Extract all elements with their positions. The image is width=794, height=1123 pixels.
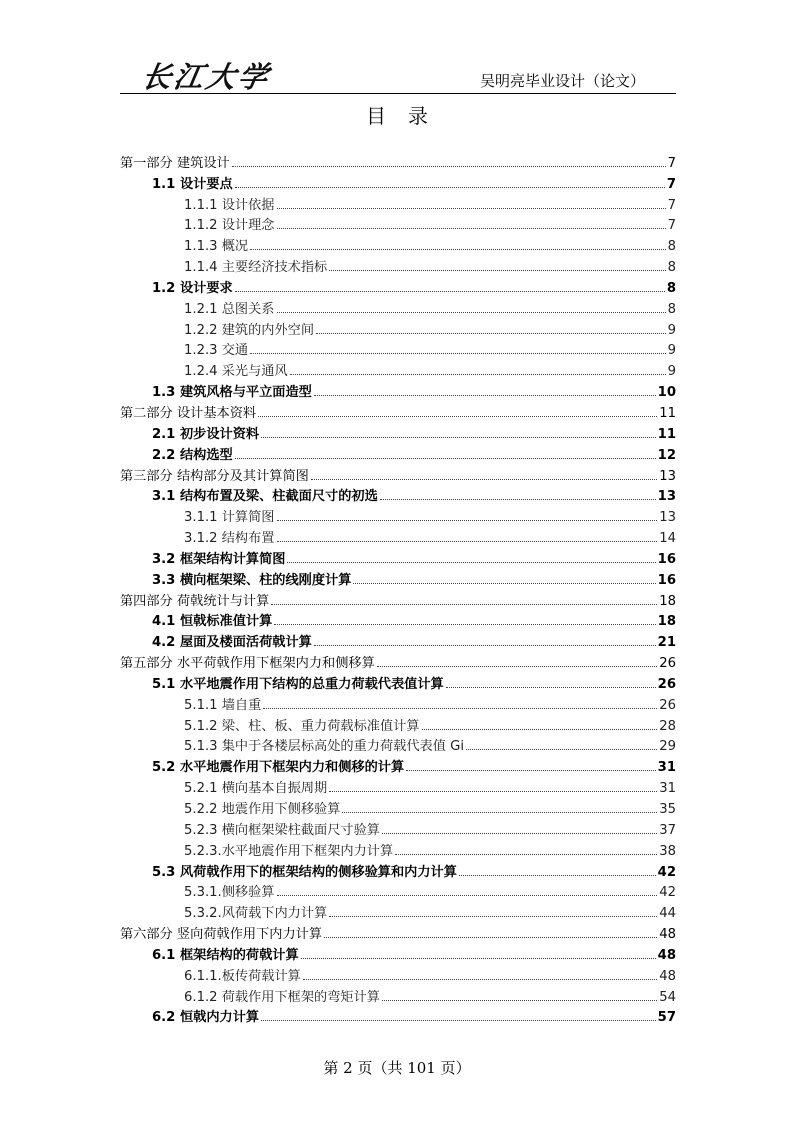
toc-entry-page-number: 16 bbox=[657, 572, 676, 588]
toc-entry[interactable] bbox=[120, 609, 676, 630]
toc-entry[interactable] bbox=[120, 921, 676, 942]
toc-dot-leader bbox=[232, 166, 666, 167]
toc-dot-leader bbox=[329, 270, 665, 271]
toc-dot-leader bbox=[277, 312, 666, 313]
toc-entry-page-number: 31 bbox=[657, 760, 676, 776]
header-title: 吴明亮毕业设计（论文） bbox=[480, 72, 646, 90]
toc-dot-leader bbox=[263, 708, 657, 709]
toc-dot-leader bbox=[314, 395, 656, 396]
toc-dot-leader bbox=[277, 520, 658, 521]
toc-entry-page-number: 7 bbox=[667, 197, 676, 213]
toc-entry[interactable] bbox=[120, 775, 676, 796]
toc-entry-title: 6.1 框架结构的荷戟计算 bbox=[152, 947, 299, 963]
toc-dot-leader bbox=[329, 916, 657, 917]
toc-entry-title: 5.2.1 横向基本自振周期 bbox=[184, 781, 328, 797]
toc-entry-page-number: 26 bbox=[657, 676, 676, 692]
toc-entry-page-number: 10 bbox=[657, 385, 676, 401]
toc-entry[interactable] bbox=[120, 484, 676, 505]
toc-entry-page-number: 11 bbox=[659, 405, 676, 421]
toc-entry-page-number: 21 bbox=[657, 635, 676, 651]
toc-entry-page-number: 57 bbox=[657, 1010, 676, 1026]
toc-dot-leader bbox=[422, 729, 658, 730]
toc-entry-page-number: 38 bbox=[659, 843, 676, 859]
toc-entry[interactable] bbox=[120, 504, 676, 525]
toc-entry[interactable] bbox=[120, 713, 676, 734]
toc-entry[interactable] bbox=[120, 650, 676, 671]
toc-dot-leader bbox=[277, 541, 658, 542]
toc-entry[interactable] bbox=[120, 233, 676, 254]
toc-entry-title: 5.3.1.侧移验算 bbox=[184, 885, 275, 901]
toc-entry-title: 第二部分 设计基本资料 bbox=[120, 405, 257, 421]
toc-entry-title: 5.3 风荷戟作用下的框架结构的侧移验算和内力计算 bbox=[152, 864, 457, 880]
toc-entry-page-number: 8 bbox=[666, 280, 676, 296]
toc-entry-title: 第四部分 荷戟统计与计算 bbox=[120, 593, 270, 609]
toc-entry-title: 4.1 恒戟标准值计算 bbox=[152, 614, 273, 630]
toc-entry-page-number: 8 bbox=[667, 301, 676, 317]
toc-entry-title: 5.2.3 横向框架梁柱截面尺寸验算 bbox=[184, 822, 380, 838]
toc-entry-page-number: 8 bbox=[667, 239, 676, 255]
toc-dot-leader bbox=[277, 208, 666, 209]
toc-dot-leader bbox=[301, 958, 656, 959]
toc-entry-title: 5.2.2 地震作用下侧移验算 bbox=[184, 802, 341, 817]
toc-dot-leader bbox=[316, 333, 666, 334]
toc-entry[interactable] bbox=[120, 525, 676, 546]
toc-entry-page-number: 16 bbox=[657, 551, 676, 567]
toc-entry[interactable] bbox=[120, 317, 676, 338]
toc-entry-title: 1.1.3 概况 bbox=[184, 239, 249, 255]
toc-entry-page-number: 7 bbox=[667, 218, 676, 234]
toc-dot-leader bbox=[377, 666, 657, 667]
toc-entry-page-number: 37 bbox=[659, 822, 676, 838]
toc-entry-page-number: 11 bbox=[657, 426, 676, 442]
toc-entry[interactable] bbox=[120, 546, 676, 567]
toc-dot-leader bbox=[324, 937, 657, 938]
toc-entry[interactable] bbox=[120, 588, 676, 609]
toc-dot-leader bbox=[314, 645, 656, 646]
toc-entry-title: 3.3 横向框架梁、柱的线刚度计算 bbox=[152, 572, 352, 588]
toc-entry-title: 6.2 恒戟内力计算 bbox=[152, 1010, 260, 1026]
toc-entry[interactable] bbox=[120, 796, 676, 817]
toc-dot-leader bbox=[329, 791, 657, 792]
toc-entry-title: 3.1.2 结构布置 bbox=[184, 531, 275, 547]
toc-dot-leader bbox=[271, 604, 657, 605]
toc-entry-page-number: 42 bbox=[657, 864, 676, 880]
toc-entry[interactable] bbox=[120, 629, 676, 650]
toc-entry-page-number: 9 bbox=[667, 364, 676, 380]
toc-entry[interactable] bbox=[120, 859, 676, 880]
toc-entry[interactable] bbox=[120, 754, 676, 775]
university-logo: 长江大学 bbox=[139, 60, 274, 94]
toc-entry[interactable] bbox=[120, 734, 676, 755]
toc-dot-leader bbox=[250, 249, 665, 250]
toc-entry-title: 5.2.3.水平地震作用下框架内力计算 bbox=[184, 843, 394, 859]
toc-entry[interactable] bbox=[120, 942, 676, 963]
toc-dot-leader bbox=[235, 187, 665, 188]
toc-entry-page-number: 31 bbox=[659, 781, 676, 797]
toc-entry[interactable] bbox=[120, 442, 676, 463]
toc-dot-leader bbox=[235, 458, 656, 459]
toc-dot-leader bbox=[261, 1020, 656, 1021]
toc-entry[interactable] bbox=[120, 254, 676, 275]
toc-entry[interactable] bbox=[120, 880, 676, 901]
toc-entry-title: 5.1.2 梁、柱、板、重力荷载标准值计算 bbox=[184, 718, 420, 734]
toc-entry-title: 1.2.2 建筑的内外空间 bbox=[184, 322, 315, 338]
toc-entry-title: 2.2 结构选型 bbox=[152, 447, 233, 463]
toc-entry-title: 5.1.3 集中于各楼层标高处的重力荷载代表值 Gi bbox=[184, 739, 465, 755]
toc-entry-page-number: 7 bbox=[667, 155, 676, 171]
toc-dot-leader bbox=[290, 374, 666, 375]
table-of-contents bbox=[120, 150, 676, 1025]
toc-dot-leader bbox=[277, 895, 658, 896]
toc-entry-page-number: 9 bbox=[667, 322, 676, 338]
toc-entry-page-number: 48 bbox=[659, 968, 676, 984]
toc-entry-page-number: 13 bbox=[659, 468, 676, 484]
toc-entry-title: 第三部分 结构部分及其计算简图 bbox=[120, 468, 309, 484]
toc-dot-leader bbox=[258, 416, 657, 417]
toc-entry-title: 1.3 建筑风格与平立面造型 bbox=[152, 385, 312, 401]
toc-entry-title: 第六部分 竖向荷戟作用下内力计算 bbox=[120, 927, 323, 943]
toc-entry[interactable] bbox=[120, 463, 676, 484]
toc-dot-leader bbox=[459, 875, 656, 876]
toc-entry-title: 1.1 设计要点 bbox=[152, 176, 233, 192]
toc-entry-page-number: 14 bbox=[659, 531, 676, 547]
toc-dot-leader bbox=[250, 353, 665, 354]
toc-entry[interactable] bbox=[120, 338, 676, 359]
toc-entry-page-number: 12 bbox=[657, 447, 676, 463]
toc-dot-leader bbox=[303, 979, 657, 980]
toc-entry-page-number: 42 bbox=[659, 885, 676, 901]
toc-entry[interactable] bbox=[120, 671, 676, 692]
toc-entry-title: 1.2.4 采光与通风 bbox=[184, 364, 288, 380]
toc-entry-page-number: 44 bbox=[659, 906, 676, 922]
toc-entry-title: 3.1 结构布置及梁、柱截面尺寸的初选 bbox=[152, 489, 378, 505]
toc-dot-leader bbox=[382, 833, 657, 834]
toc-entry-title: 4.2 屋面及楼面活荷戟计算 bbox=[152, 635, 312, 651]
toc-entry-title: 1.2.3 交通 bbox=[184, 343, 249, 359]
toc-entry-title: 1.2 设计要求 bbox=[152, 280, 233, 296]
toc-entry[interactable] bbox=[120, 567, 676, 588]
toc-entry-title: 第五部分 水平荷戟作用下框架内力和侧移算 bbox=[120, 656, 375, 672]
toc-entry-title: 5.1 水平地震作用下结构的总重力荷载代表值计算 bbox=[152, 676, 444, 692]
toc-entry-title: 1.1.1 设计依据 bbox=[184, 197, 275, 213]
toc-dot-leader bbox=[311, 479, 657, 480]
toc-entry-title: 5.1.1 墙自重 bbox=[184, 697, 262, 713]
toc-dot-leader bbox=[342, 812, 657, 813]
toc-entry-title: 1.1.2 设计理念 bbox=[184, 218, 275, 234]
toc-entry[interactable] bbox=[120, 984, 676, 1005]
toc-entry-page-number: 13 bbox=[659, 510, 676, 526]
toc-entry-title: 3.1.1 计算简图 bbox=[184, 510, 275, 526]
toc-entry[interactable] bbox=[120, 150, 676, 171]
toc-entry-page-number: 28 bbox=[659, 718, 676, 734]
toc-entry-page-number: 9 bbox=[667, 343, 676, 359]
toc-entry-page-number: 7 bbox=[666, 176, 676, 192]
toc-dot-leader bbox=[274, 624, 655, 625]
toc-entry-page-number: 35 bbox=[659, 802, 676, 817]
toc-entry[interactable] bbox=[120, 400, 676, 421]
toc-dot-leader bbox=[382, 1000, 657, 1001]
toc-dot-leader bbox=[406, 770, 656, 771]
toc-entry[interactable] bbox=[120, 900, 676, 921]
toc-entry[interactable] bbox=[120, 838, 676, 859]
toc-dot-leader bbox=[466, 749, 657, 750]
toc-entry-page-number: 48 bbox=[659, 927, 676, 943]
toc-dot-leader bbox=[395, 854, 657, 855]
toc-entry-title: 6.1.2 荷载作用下框架的弯矩计算 bbox=[184, 989, 380, 1005]
toc-entry[interactable] bbox=[120, 213, 676, 234]
toc-entry[interactable] bbox=[120, 421, 676, 442]
toc-entry-title: 5.2 水平地震作用下框架内力和侧移的计算 bbox=[152, 760, 405, 776]
toc-entry-page-number: 18 bbox=[659, 593, 676, 609]
toc-dot-leader bbox=[287, 562, 655, 563]
toc-dot-leader bbox=[446, 687, 656, 688]
toc-entry-title: 第一部分 建筑设计 bbox=[120, 155, 230, 171]
toc-dot-leader bbox=[380, 499, 656, 500]
toc-entry-title: 5.3.2.风荷载下内力计算 bbox=[184, 906, 328, 922]
toc-entry-title: 1.1.4 主要经济技术指标 bbox=[184, 260, 328, 276]
toc-entry[interactable] bbox=[120, 358, 676, 379]
toc-entry[interactable] bbox=[120, 817, 676, 838]
toc-entry-page-number: 48 bbox=[657, 947, 676, 963]
toc-entry[interactable] bbox=[120, 692, 676, 713]
toc-entry-page-number: 13 bbox=[657, 489, 676, 505]
header-divider bbox=[120, 93, 676, 94]
toc-entry[interactable] bbox=[120, 1005, 676, 1026]
toc-dot-leader bbox=[353, 583, 655, 584]
toc-entry-page-number: 8 bbox=[667, 260, 676, 276]
toc-entry[interactable] bbox=[120, 192, 676, 213]
toc-entry[interactable] bbox=[120, 296, 676, 317]
toc-entry-page-number: 26 bbox=[659, 656, 676, 672]
toc-entry[interactable] bbox=[120, 379, 676, 400]
toc-entry[interactable] bbox=[120, 171, 676, 192]
page-title: 目录 bbox=[366, 104, 450, 128]
toc-entry-title: 1.2.1 总图关系 bbox=[184, 301, 275, 317]
toc-entry-page-number: 29 bbox=[659, 739, 676, 755]
toc-dot-leader bbox=[235, 291, 665, 292]
toc-entry-title: 6.1.1.板传荷载计算 bbox=[184, 968, 301, 984]
toc-dot-leader bbox=[277, 228, 666, 229]
toc-entry[interactable] bbox=[120, 275, 676, 296]
toc-entry-page-number: 26 bbox=[659, 697, 676, 713]
toc-entry-page-number: 54 bbox=[659, 989, 676, 1005]
page-footer: 第 2 页（共 101 页） bbox=[323, 1059, 471, 1077]
toc-entry[interactable] bbox=[120, 963, 676, 984]
toc-entry-title: 3.2 框架结构计算简图 bbox=[152, 551, 286, 567]
toc-dot-leader bbox=[261, 437, 656, 438]
toc-entry-title: 2.1 初步设计资料 bbox=[152, 426, 260, 442]
toc-entry-page-number: 18 bbox=[657, 614, 676, 630]
